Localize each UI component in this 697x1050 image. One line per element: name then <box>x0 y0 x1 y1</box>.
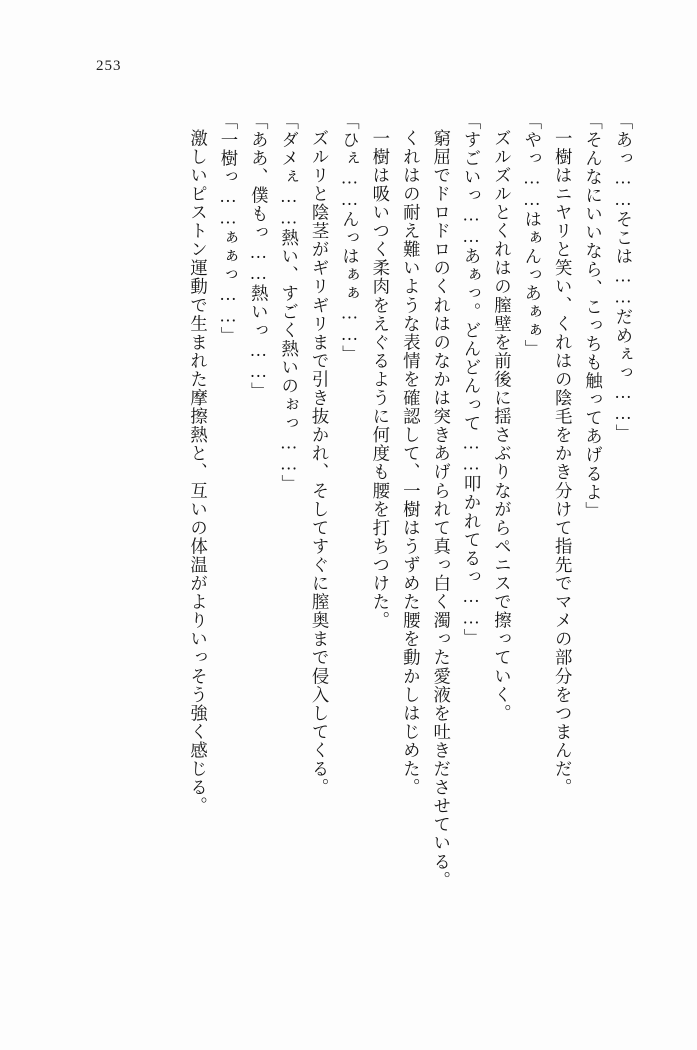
text-column: ズルズルとくれはの膣壁を前後に揺さぶりながらペニスで擦っていく。 <box>491 129 512 723</box>
text-column: 「一樹っ……ぁぁっ……」 <box>217 112 238 345</box>
text-column: ズルリと陰茎がギリギリまで引き抜かれ、そしてすぐに膣奥まで侵入してくる。 <box>309 129 330 797</box>
page-number: 253 <box>96 58 122 74</box>
text-column: 一樹は吸いつく柔肉をえぐるように何度も腰を打ちつけた。 <box>369 129 390 630</box>
text-column: 激しいピストン運動で生まれた摩擦熱と、互いの体温がよりいっそう強く感じる。 <box>187 129 208 816</box>
text-column: 「あっ……そこは……だめぇっ……」 <box>613 112 633 443</box>
text-column: 「ああ、僕もっ……熱いっ……」 <box>248 112 269 401</box>
text-column: くれはの耐え難いような表情を確認して、一樹はうずめた腰を動かしはじめた。 <box>400 129 421 797</box>
text-column: 「ひぇ……んっはぁぁ……」 <box>339 112 360 364</box>
text-column: 「ダメぇ……熱い、すごく熱いのぉっ……」 <box>278 112 299 494</box>
vertical-text-body <box>70 112 631 980</box>
text-column: 「やっ……はぁんっあぁぁ」 <box>521 112 542 359</box>
text-column: 窮屈でドロドロのくれはのなかは突きあげられて真っ白く濁った愛液を吐きださせている。 <box>430 129 451 890</box>
text-column: 「すごいっ……あぁっ。どんどんって……叩かれてるっ……」 <box>461 112 482 647</box>
text-column: 一樹はニヤリと笑い、くれはの陰毛をかき分けて指先でマメの部分をつまんだ。 <box>552 129 573 797</box>
text-column: 「そんなにいいなら、こっちも触ってあげるよ」 <box>582 112 603 521</box>
